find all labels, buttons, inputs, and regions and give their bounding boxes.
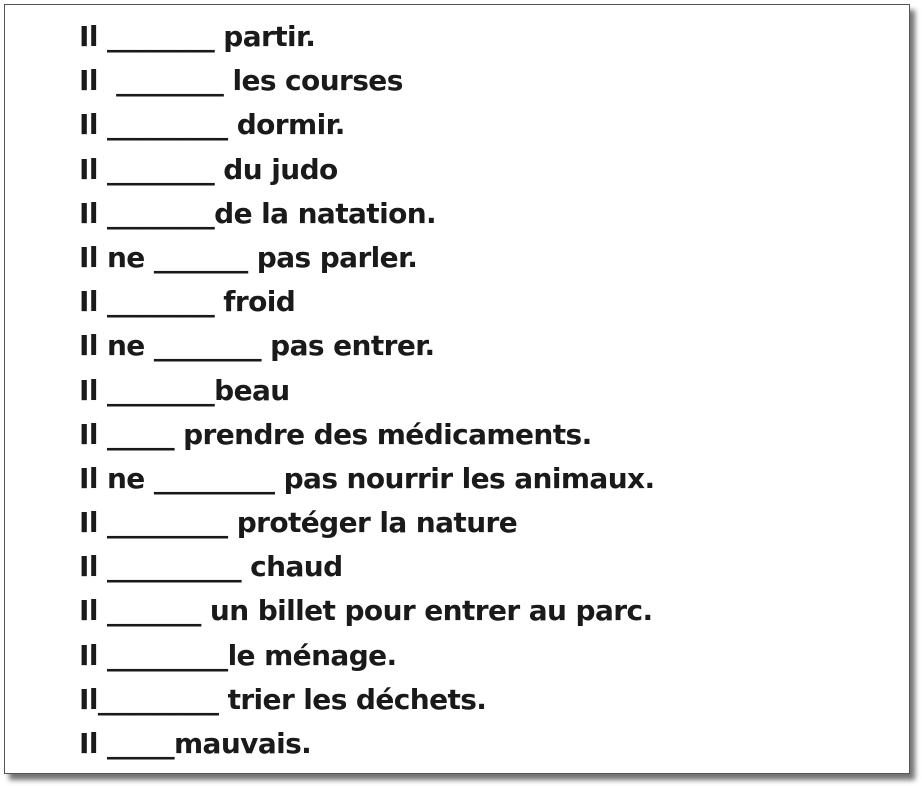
- exercise-line: Il ________beau: [79, 373, 290, 407]
- exercise-line: Il ________ du judo: [79, 152, 338, 186]
- exercise-line: Il ________ les courses: [79, 64, 403, 98]
- exercise-line: Il ne _______ pas parler.: [79, 240, 418, 274]
- exercise-line: Il _____ prendre des médicaments.: [79, 417, 592, 451]
- exercise-line: Il ________ froid: [79, 285, 296, 319]
- exercise-list: [79, 15, 655, 766]
- exercise-line: Il _________le ménage.: [79, 638, 397, 672]
- exercise-line: Il_________ trier les déchets.: [79, 682, 487, 716]
- exercise-line: Il _________ dormir.: [79, 108, 345, 142]
- exercise-line: Il __________ chaud: [79, 550, 343, 584]
- exercise-line: Il _________ protéger la nature: [79, 506, 518, 540]
- exercise-line: Il _____mauvais.: [79, 727, 312, 760]
- exercise-line: Il ne ________ pas entrer.: [79, 329, 435, 363]
- exercise-line: Il ________ partir.: [79, 20, 316, 53]
- worksheet-frame: [4, 4, 910, 774]
- exercise-line: Il ne _________ pas nourrir les animaux.: [79, 461, 655, 495]
- exercise-line: Il _______ un billet pour entrer au parc.: [79, 594, 653, 628]
- exercise-line: Il ________de la natation.: [79, 196, 437, 230]
